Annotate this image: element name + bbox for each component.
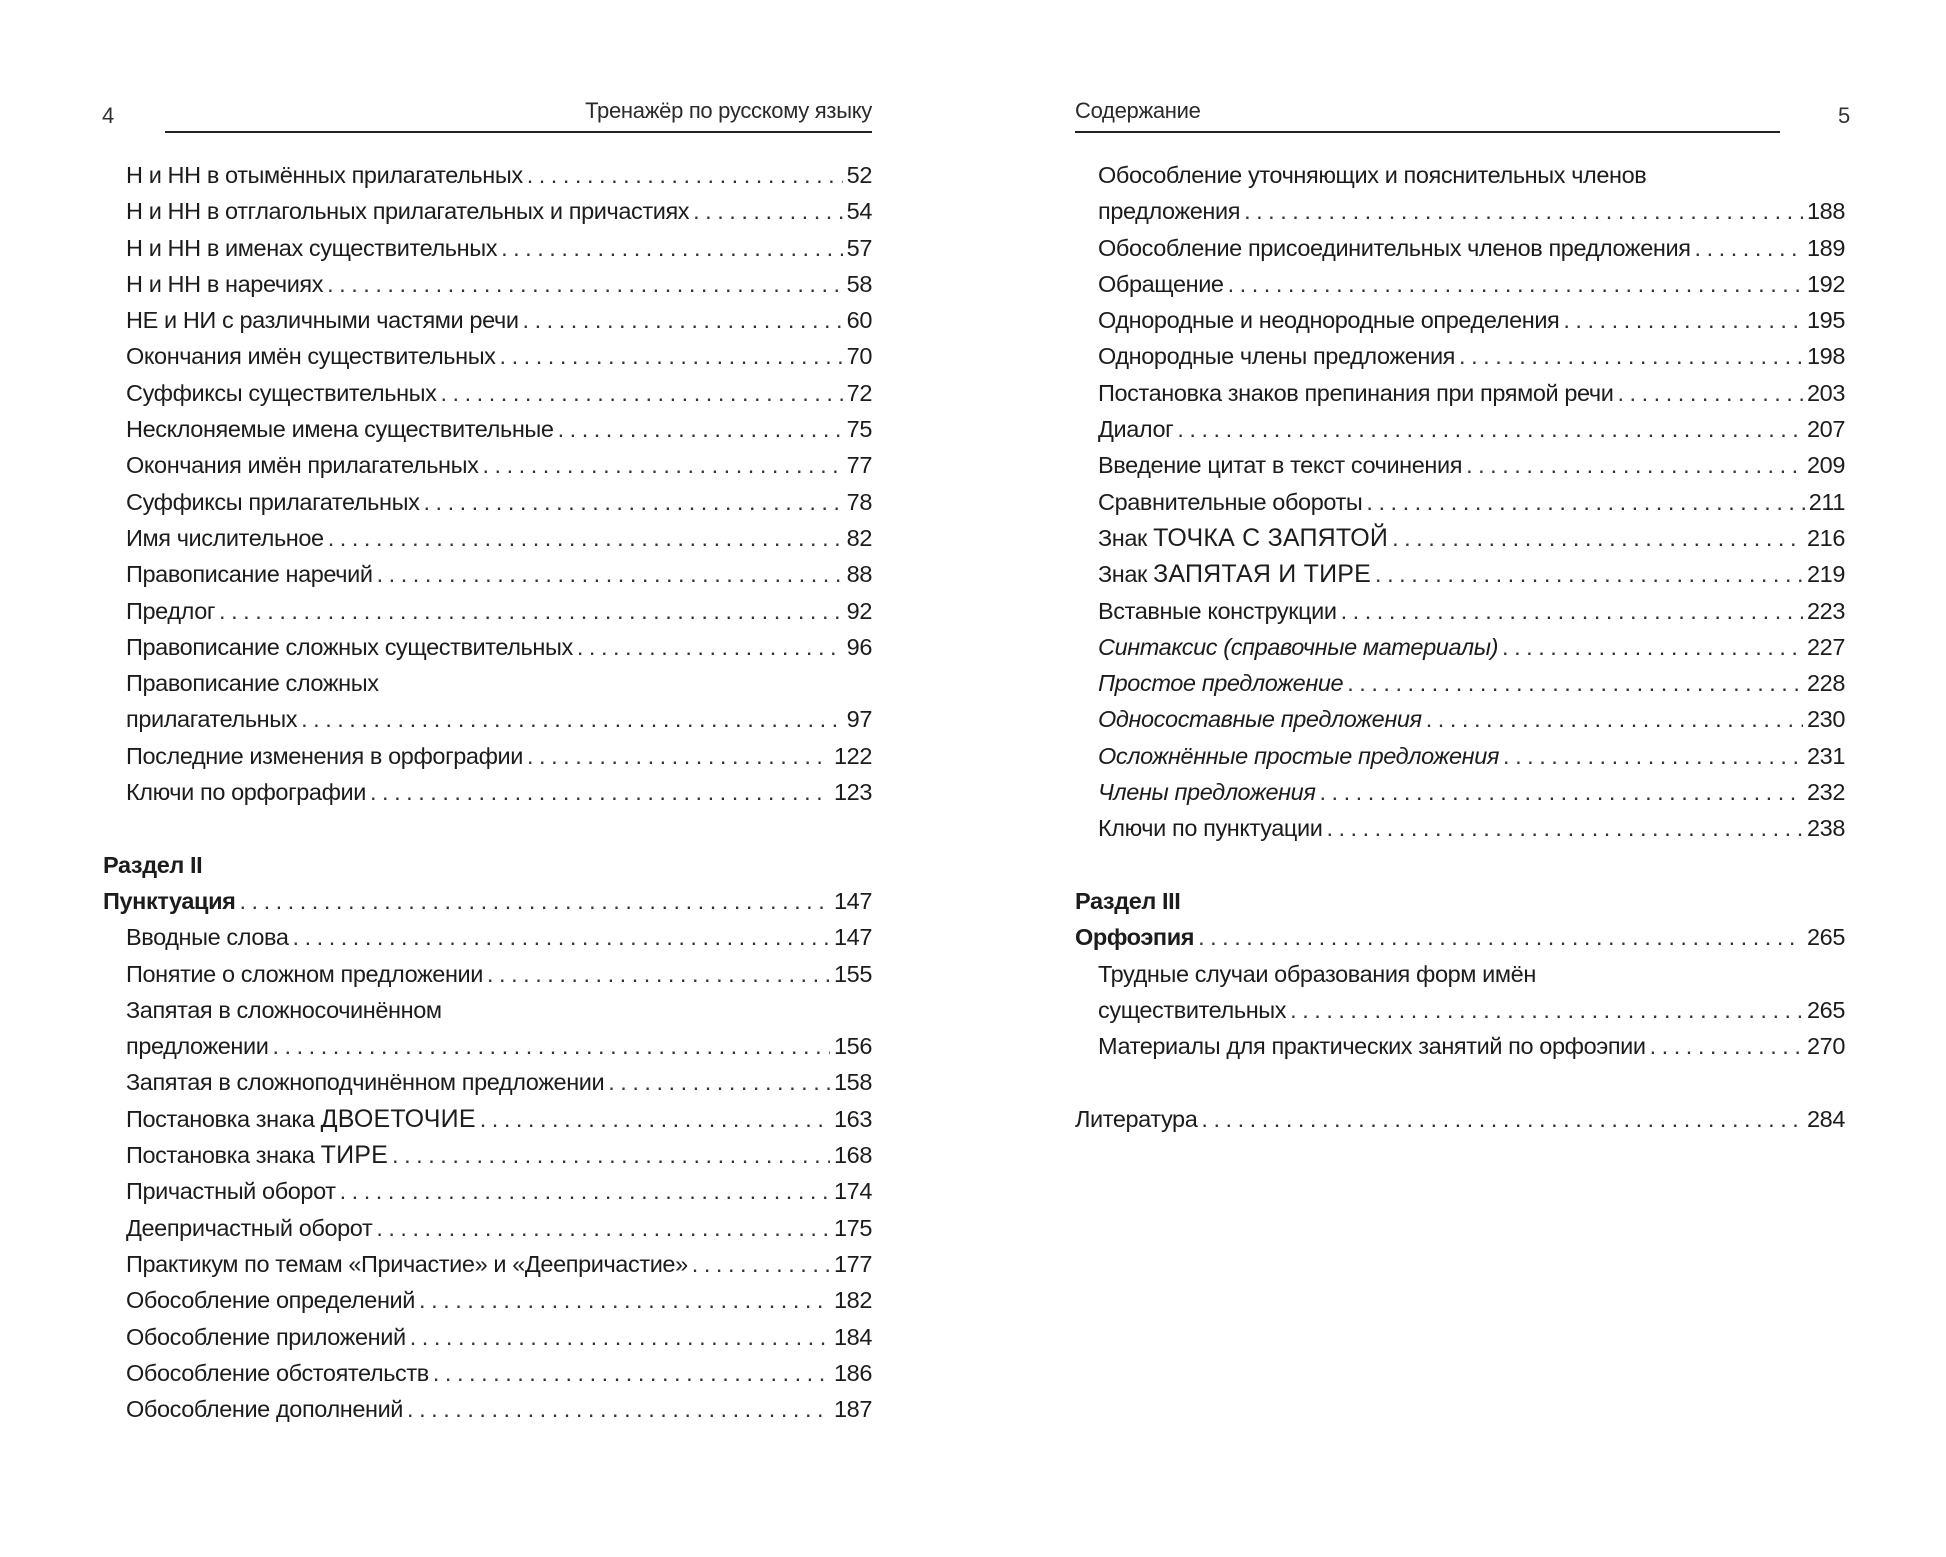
toc-entry-reference[interactable]: Осложнённые простые предложения . . . 231 [1075, 738, 1845, 774]
toc-entry-reference[interactable]: Простое предложение . . . 228 [1075, 665, 1845, 701]
toc-entry[interactable]: Правописание сложных существительных . . . 96 [103, 629, 872, 665]
toc-entry[interactable]: Окончания имён существительных . . . 70 [103, 338, 872, 374]
right-page [973, 0, 1946, 1557]
toc-entry[interactable]: Н и НН в наречиях . . . 58 [103, 266, 872, 302]
toc-entry[interactable]: Н и НН в именах существительных . . . 57 [103, 230, 872, 266]
toc-entry[interactable]: Обособление присоединительных членов предложения . . . 189 [1075, 230, 1845, 266]
toc-entry[interactable]: Правописание наречий . . . 88 [103, 556, 872, 592]
toc-entry[interactable]: Суффиксы прилагательных . . . 78 [103, 484, 872, 520]
toc-entry[interactable]: существительных . . . 265 [1075, 992, 1845, 1028]
toc-entry[interactable]: Практикум по темам «Причастие» и «Деепричастие» . . . 177 [103, 1246, 872, 1282]
toc-entry[interactable]: Материалы для практических занятий по орфоэпии . . . 270 [1075, 1028, 1845, 1064]
toc-entry[interactable]: Понятие о сложном предложении . . . 155 [103, 956, 872, 992]
toc-entry[interactable]: Предлог . . . 92 [103, 593, 872, 629]
toc-entry[interactable]: Обращение . . . 192 [1075, 266, 1845, 302]
toc-entry[interactable]: Введение цитат в текст сочинения . . . 209 [1075, 447, 1845, 483]
toc-entry[interactable]: Н и НН в отымённых прилагательных . . . 52 [103, 157, 872, 193]
toc-entry[interactable]: Суффиксы существительных . . . 72 [103, 375, 872, 411]
toc-list [103, 157, 872, 1427]
toc-entry[interactable]: Диалог . . . 207 [1075, 411, 1845, 447]
toc-entry[interactable]: Ключи по орфографии . . . 123 [103, 774, 872, 810]
toc-entry-line1[interactable]: Запятая в сложносочинённом [103, 992, 872, 1028]
running-head: Содержание [1075, 98, 1201, 123]
toc-entry[interactable]: Обособление приложений . . . 184 [103, 1319, 872, 1355]
toc-entry[interactable]: Обособление дополнений . . . 187 [103, 1391, 872, 1427]
toc-entry-literature[interactable]: Литература . . . 284 [1075, 1101, 1845, 1137]
toc-entry-line1[interactable]: Обособление уточняющих и пояснительных членов [1075, 157, 1845, 193]
toc-entry[interactable]: Последние изменения в орфографии . . . 122 [103, 738, 872, 774]
toc-entry-line1[interactable]: Трудные случаи образования форм имён [1075, 956, 1845, 992]
header-rule [1075, 131, 1780, 133]
toc-entry[interactable]: НЕ и НИ с различными частями речи . . . 60 [103, 302, 872, 338]
section-title-entry[interactable]: Пунктуация . . . 147 [103, 883, 872, 919]
toc-entry-line1[interactable]: Правописание сложных [103, 665, 872, 701]
toc-entry[interactable]: Знак ТОЧКА С ЗАПЯТОЙ . . . 216 [1075, 520, 1845, 556]
toc-entry[interactable]: Постановка знаков препинания при прямой речи . . . 203 [1075, 375, 1845, 411]
toc-entry[interactable]: Имя числительное . . . 82 [103, 520, 872, 556]
toc-entry[interactable]: Н и НН в отглагольных прилагательных и причастиях . . . 54 [103, 193, 872, 229]
toc-entry[interactable]: Причастный оборот . . . 174 [103, 1173, 872, 1209]
page-number: 4 [102, 103, 115, 128]
spacer [1075, 847, 1845, 883]
toc-entry[interactable]: прилагательных . . . 97 [103, 701, 872, 737]
running-head: Тренажёр по русскому языку [585, 98, 872, 123]
toc-entry[interactable]: Однородные члены предложения . . . 198 [1075, 338, 1845, 374]
section-label: Раздел II [103, 847, 872, 883]
toc-entry[interactable]: Обособление обстоятельств . . . 186 [103, 1355, 872, 1391]
toc-entry[interactable]: Несклоняемые имена существительные . . . 75 [103, 411, 872, 447]
toc-entry[interactable]: Знак ЗАПЯТАЯ И ТИРЕ . . . 219 [1075, 556, 1845, 592]
toc-entry[interactable]: Обособление определений . . . 182 [103, 1282, 872, 1318]
header-rule [165, 131, 872, 133]
toc-entry[interactable]: Вставные конструкции . . . 223 [1075, 593, 1845, 629]
toc-entry[interactable]: Постановка знака ДВОЕТОЧИЕ . . . 163 [103, 1101, 872, 1137]
toc-entry[interactable]: Вводные слова . . . 147 [103, 919, 872, 955]
page-number: 5 [1838, 103, 1851, 128]
toc-entry[interactable]: Деепричастный оборот . . . 175 [103, 1210, 872, 1246]
spacer [1075, 1064, 1845, 1100]
toc-entry[interactable]: Запятая в сложноподчинённом предложении . . . 158 [103, 1064, 872, 1100]
toc-entry[interactable]: Окончания имён прилагательных . . . 77 [103, 447, 872, 483]
spacer [103, 810, 872, 846]
toc-entry-reference[interactable]: Синтаксис (справочные материалы) . . . 227 [1075, 629, 1845, 665]
section-title-entry[interactable]: Орфоэпия . . . 265 [1075, 919, 1845, 955]
toc-entry[interactable]: Постановка знака ТИРЕ . . . 168 [103, 1137, 872, 1173]
toc-entry[interactable]: предложении . . . 156 [103, 1028, 872, 1064]
section-label: Раздел III [1075, 883, 1845, 919]
toc-entry[interactable]: Сравнительные обороты . . . 211 [1075, 484, 1845, 520]
toc-entry-reference[interactable]: Члены предложения . . . 232 [1075, 774, 1845, 810]
toc-entry[interactable]: Ключи по пунктуации . . . 238 [1075, 810, 1845, 846]
toc-entry[interactable]: предложения . . . 188 [1075, 193, 1845, 229]
toc-entry[interactable]: Однородные и неоднородные определения . . . 195 [1075, 302, 1845, 338]
toc-entry-reference[interactable]: Односоставные предложения . . . 230 [1075, 701, 1845, 737]
toc-list [1075, 157, 1845, 1137]
